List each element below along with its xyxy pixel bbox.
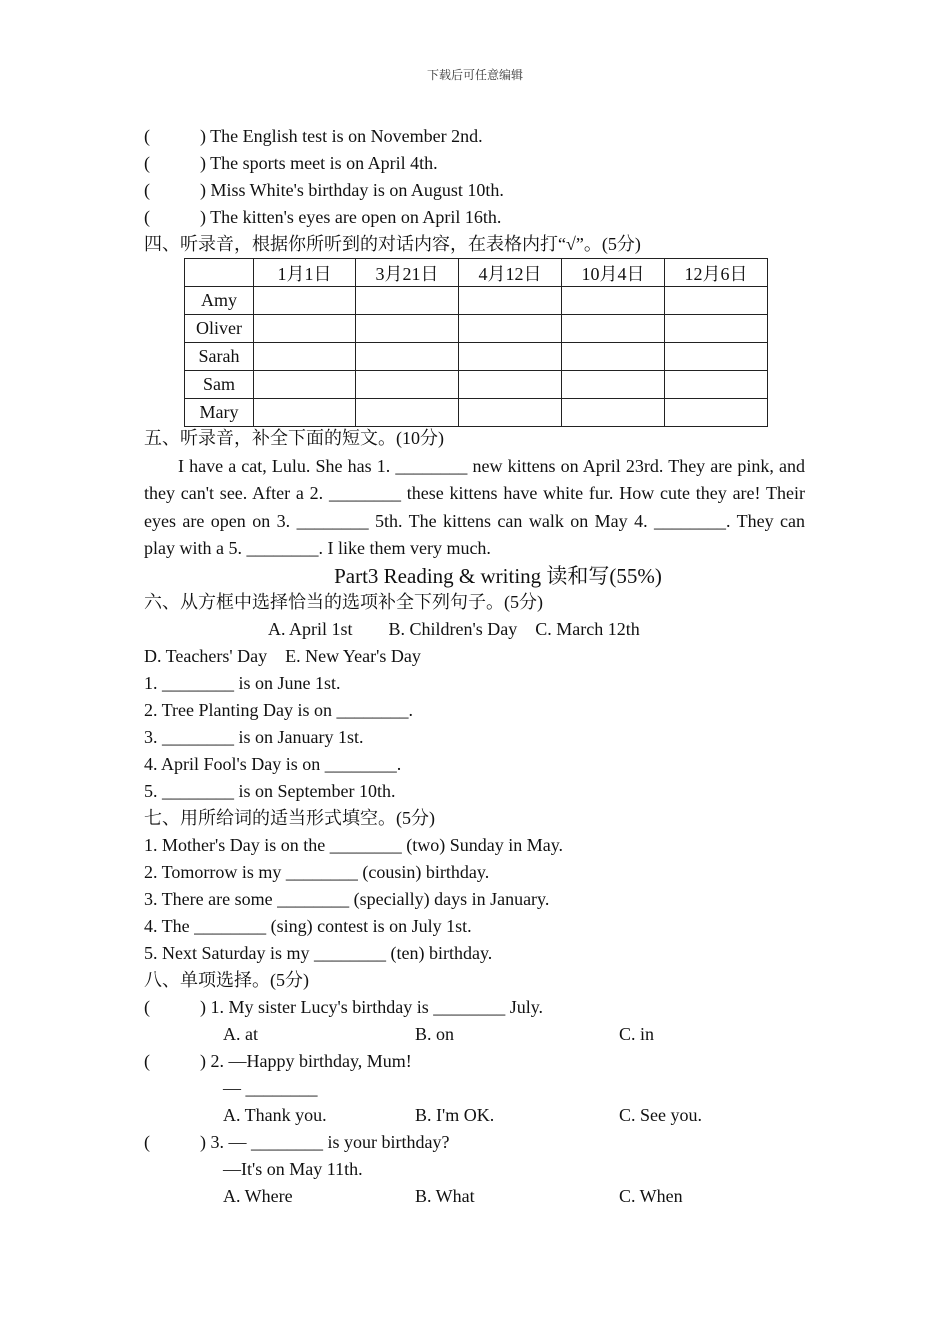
fill-item: 3. ________ is on January 1st.: [144, 727, 364, 747]
table-row: [185, 371, 768, 399]
check-cell[interactable]: [254, 343, 356, 371]
table-header-cell: 4月12日: [459, 259, 562, 287]
option-b[interactable]: B. on: [415, 1024, 455, 1044]
section-7-title: 七、用所给词的适当形式填空。(5分): [144, 808, 435, 828]
check-cell[interactable]: [665, 287, 768, 315]
page-header: 下载后可任意编辑: [426, 68, 523, 82]
option-a[interactable]: A. Thank you.: [223, 1105, 327, 1125]
mc-question-1: ( ) 1. My sister Lucy's birthday is ________ July.: [144, 994, 543, 1021]
check-cell[interactable]: [665, 343, 768, 371]
cloze-paragraph: I have a cat, Lulu. She has 1. ________ new kittens on April 23rd. They are pink, and they can't see. After a 2. ________ these kittens have white fur. How cute they are! Their eyes are open on 3. ________ 5th. The kittens can walk on May 4. ________. They can play with a 5. ________. I like them very much.: [144, 456, 805, 558]
row-label: Sam: [185, 371, 254, 399]
table-header-cell: 10月4日: [562, 259, 665, 287]
row-label: Oliver: [185, 315, 254, 343]
option-a[interactable]: A. Where: [223, 1186, 293, 1206]
word-form-item: 2. Tomorrow is my ________ (cousin) birthday.: [144, 862, 490, 882]
fill-item: 5. ________ is on September 10th.: [144, 781, 396, 801]
dialogue-reply: —It's on May 11th.: [223, 1159, 363, 1179]
check-cell[interactable]: [459, 343, 562, 371]
table-header-cell: 12月6日: [665, 259, 768, 287]
section-5-title: 五、听录音，补全下面的短文。(10分): [144, 428, 444, 448]
check-cell[interactable]: [562, 343, 665, 371]
check-cell[interactable]: [356, 343, 459, 371]
check-cell[interactable]: [459, 399, 562, 427]
check-cell[interactable]: [254, 399, 356, 427]
word-form-item: 4. The ________ (sing) contest is on July 1st.: [144, 916, 472, 936]
table-header-cell: 1月1日: [254, 259, 356, 287]
listening-table: [184, 258, 768, 427]
fill-item: 2. Tree Planting Day is on ________.: [144, 700, 414, 720]
option-b[interactable]: B. What: [415, 1186, 475, 1206]
row-label: Amy: [185, 287, 254, 315]
check-cell[interactable]: [356, 287, 459, 315]
section-4-title: 四、听录音，根据你所听到的对话内容，在表格内打“√”。(5分): [144, 234, 641, 254]
check-cell[interactable]: [665, 399, 768, 427]
mc-question-2: ( ) 2. —Happy birthday, Mum!: [144, 1048, 412, 1075]
option-c[interactable]: C. in: [619, 1024, 655, 1044]
part3-heading: Part3 Reading & writing 读和写(55%): [334, 564, 662, 588]
check-cell[interactable]: [356, 315, 459, 343]
answer-blank[interactable]: (: [144, 997, 150, 1017]
tf-item-1: ( ) The English test is on November 2nd.: [144, 123, 483, 150]
word-form-item: 1. Mother's Day is on the ________ (two) Sunday in May.: [144, 835, 564, 855]
word-form-item: 5. Next Saturday is my ________ (ten) birthday.: [144, 943, 493, 963]
check-cell[interactable]: [356, 399, 459, 427]
tf-item-2: ( ) The sports meet is on April 4th.: [144, 150, 438, 177]
check-cell[interactable]: [459, 287, 562, 315]
row-label: Sarah: [185, 343, 254, 371]
option-c[interactable]: C. See you.: [619, 1105, 702, 1125]
check-cell[interactable]: [562, 315, 665, 343]
check-cell[interactable]: [562, 399, 665, 427]
option-a[interactable]: A. at: [223, 1024, 258, 1044]
section-8-title: 八、单项选择。(5分): [144, 970, 309, 990]
table-row: [185, 287, 768, 315]
table-row: [185, 315, 768, 343]
option-b[interactable]: B. I'm OK.: [415, 1105, 495, 1125]
check-cell[interactable]: [562, 287, 665, 315]
tf-item-3: ( ) Miss White's birthday is on August 10th.: [144, 177, 504, 204]
table-row: [185, 343, 768, 371]
check-cell[interactable]: [562, 371, 665, 399]
fill-item: 1. ________ is on June 1st.: [144, 673, 341, 693]
check-cell[interactable]: [459, 315, 562, 343]
answer-blank[interactable]: (: [144, 153, 150, 173]
check-cell[interactable]: [254, 315, 356, 343]
answer-blank[interactable]: (: [144, 1132, 150, 1152]
section-6-title: 六、从方框中选择恰当的选项补全下列句子。(5分): [144, 592, 543, 612]
tf-item-4: ( ) The kitten's eyes are open on April 16th.: [144, 204, 501, 231]
fill-item: 4. April Fool's Day is on ________.: [144, 754, 402, 774]
table-header-cell: 3月21日: [356, 259, 459, 287]
answer-blank[interactable]: (: [144, 1051, 150, 1071]
check-cell[interactable]: [254, 287, 356, 315]
mc-question-3: ( ) 3. — ________ is your birthday?: [144, 1129, 449, 1156]
answer-blank[interactable]: (: [144, 207, 150, 227]
dialogue-reply: — ________: [223, 1078, 318, 1098]
option-box-line-2: D. Teachers' Day E. New Year's Day: [144, 646, 421, 666]
option-c[interactable]: C. When: [619, 1186, 683, 1206]
table-row: [185, 399, 768, 427]
check-cell[interactable]: [356, 371, 459, 399]
answer-blank[interactable]: (: [144, 126, 150, 146]
table-header-row: [185, 259, 768, 287]
answer-blank[interactable]: (: [144, 180, 150, 200]
check-cell[interactable]: [665, 315, 768, 343]
check-cell[interactable]: [665, 371, 768, 399]
row-label: Mary: [185, 399, 254, 427]
table-header-cell: [185, 259, 254, 287]
option-box-line-1: A. April 1st B. Children's Day C. March 12th: [268, 619, 640, 639]
check-cell[interactable]: [459, 371, 562, 399]
word-form-item: 3. There are some ________ (specially) days in January.: [144, 889, 550, 909]
check-cell[interactable]: [254, 371, 356, 399]
